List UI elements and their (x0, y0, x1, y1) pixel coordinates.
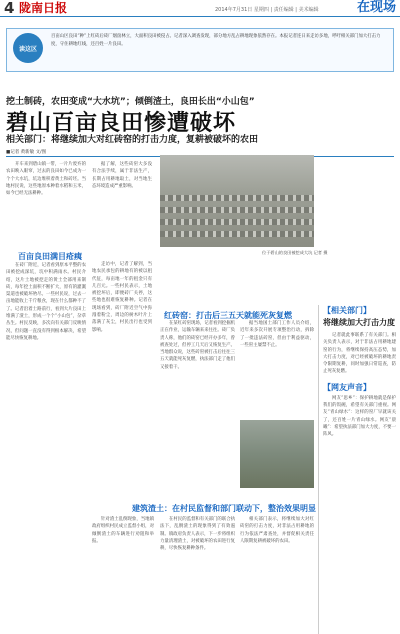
section2-body (160, 320, 235, 500)
brick-row (160, 231, 314, 237)
col3-paragraph: 走访中，记者了解到，当地农民承包的耕地有的被以租代征，每亩地一年的租金只有几百元。一些村民表示，土地被挖坏后，即便砖厂关停，这些地也很难恢复耕种。记者在现场看到，砖厂附近空气中弥漫着粉尘，周边的树木叶片上落满了灰尘，村民出行也受到影响。 (92, 262, 152, 333)
section3-paragraph-b: 在村民的监督和有关部门的联合执法下，乱倒渣土的现象得到了有效遏制。镇政府负责人表示，下一步将组织力量清理渣土，对被破坏的农田进行复耕，尽快恢复耕种条件。 (160, 517, 235, 552)
section1-body (6, 262, 86, 632)
sidebar (318, 305, 396, 634)
article-lead (6, 161, 86, 251)
article-byline: ■记者 黄新敏 文/图 (6, 150, 47, 155)
comments-paragraph: 网友“思乡”：保护耕地就是保护我们的饭碗，希望有关部门重视。网友“青山绿水”：这样的窑厂早就该关了，还百姓一片青山绿水。网友“晨曦”：希望执法部门加大力度，不要一阵风。 (323, 395, 396, 438)
article-subhead: 相关部门：将继续加大对红砖窑的打击力度，复耕被破坏的农田 (6, 135, 259, 145)
editor-note-badge: 读这区 (13, 33, 43, 63)
editor-note-text: 百亩山区良田“种”上红砖后砖厂烟囱林立，大面积良田被侵占。记者深入调查发现，部分地方乱占耕地现象依然存在。本报记者连日来走访多地，呼吁相关部门加大打击力度，守住耕地红线，还百姓一片良田。 (51, 34, 381, 47)
sidebar-title: 【相关部门】 (323, 306, 371, 315)
section2-paragraph: 在某红砖窑现场，记者看到挖掘机正在作业，运输车辆来来往往。砖厂负责人称，他们的砖窑已经开办多年，曾被查处过，但停工几天后又恢复生产。当地群众说，这些砖窑被打击后往往三五天就能死灰复燃，执法部门走了他们又接着干。 (160, 321, 235, 370)
col5-paragraph: 据当地国土部门工作人员介绍，近年来多次开展专项整治行动，拆除了一批违法砖窑，但由于利益驱动，一些窑主屡禁不止。 (240, 321, 314, 348)
farmland-photo (160, 155, 314, 247)
issue-date: 2014年7月31日 星期四 | 责任编辑 | 美术编辑 (215, 7, 319, 13)
article-kicker: 挖土制砖，农田变成“大水坑”；倾倒渣土，良田长出“小山包” (6, 97, 255, 107)
sidebar-headline: 将继续加大打击力度 (323, 318, 395, 327)
photo-caption: 位于碧山的良田被挖成大坑 记者 摄 (262, 250, 328, 255)
section-title: 在现场 (356, 0, 396, 15)
section3-title: 建筑渣土：在村民监督和部门联动下，整治效果明显 (132, 504, 316, 513)
pit-photo (240, 420, 314, 488)
section3-body-c (240, 516, 314, 632)
paper-name: 陇南日报 (19, 1, 68, 15)
sidebar-section2-title: 【网友声音】 (323, 382, 371, 392)
section3-paragraph-c: 相关部门表示，将继续加大对红砖窑的打击力度，对非法占用耕地的行为依法严肃查处，并督促相关责任人限期复耕被破坏的农田。 (240, 517, 314, 544)
sidebar-text (323, 332, 396, 376)
brick-row (160, 219, 314, 225)
section3-paragraph-a: 针对渣土乱倒现象，当地镇政府组织村民成立监督小组，对倾倒渣土的车辆进行劝阻和举报。 (92, 517, 154, 544)
section1-title: 百亩良田满目疮痍 (18, 252, 82, 261)
article-col2 (92, 161, 152, 251)
section3-body-a (92, 516, 154, 632)
brick-row (160, 195, 314, 201)
brick-row (160, 207, 314, 213)
page-number: 4 (4, 0, 15, 17)
col2-paragraph: 据了解，这些砖窑大多没有合法手续，属于非法生产，长期占用耕地取土，对当地生态环境造成严重影响。 (92, 162, 152, 189)
article-col3 (92, 261, 152, 501)
editor-note (6, 28, 394, 72)
section2-title: 红砖窑：打击后三五天就能死灰复燃 (164, 311, 292, 320)
section3-body-b (160, 516, 235, 632)
sidebar-comments (323, 395, 396, 439)
masthead (0, 0, 400, 17)
article-headline: 碧山百亩良田惨遭破坏 (6, 111, 237, 136)
section1-paragraph: 在砖厂附近，记者看到原本平整的农田被挖成深坑，坑中积满雨水。村民介绍，这片土地被挖走的黄土全部用来制砖，每年挖土面积不断扩大，原有的灌溉渠道也被破坏殆尽。一些村民说，过去一亩地能收上千斤粮食，现在什么都种不了了。记者沿着土路前行，看到大片良田上堆满了渣土，形成一个个“小山包”，杂草丛生。村民反映，多次向有关部门反映情况，但问题一直没有得到根本解决，希望能尽快恢复耕地。 (6, 263, 86, 341)
article-col5 (240, 320, 314, 418)
sidebar-paragraph: 记者就此事联系了有关部门。相关负责人表示，对于非法占用耕地建窑的行为，将继续保持高压态势，加大打击力度，对已经被破坏的耕地责令限期复耕，同时加强日常巡查，防止死灰复燃。 (323, 333, 396, 375)
lead-paragraph: 开车来到碧山镇一带，一片片废弃的农田映入眼帘，过去的良田如今已成为一个个大水坑，坑边堆积着黄土和砖坯。当地村民说，这些地原本种着水稻和玉米，如今已经无法耕种。 (6, 162, 86, 197)
